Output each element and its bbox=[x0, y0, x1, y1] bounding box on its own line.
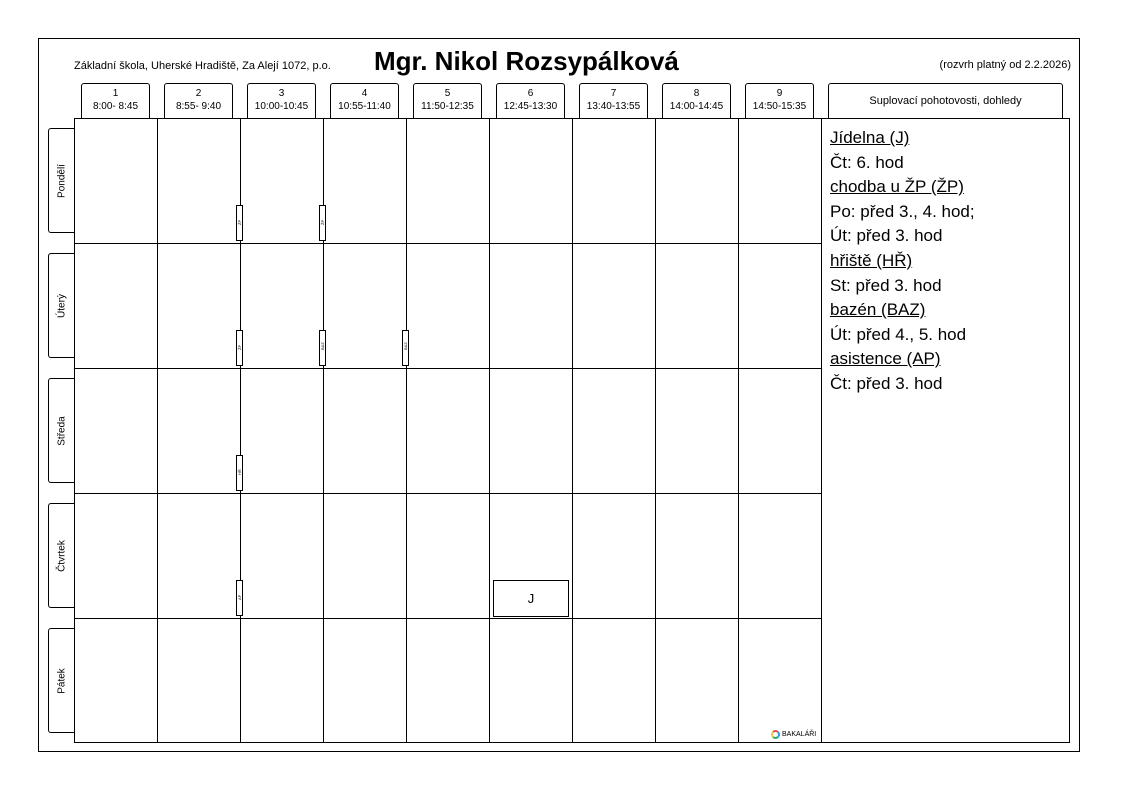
grid-divider bbox=[655, 118, 656, 743]
grid-divider bbox=[74, 243, 822, 244]
period-time: 10:00-10:45 bbox=[254, 101, 309, 112]
period-number: 3 bbox=[278, 88, 285, 99]
supervision-location: hřiště (HŘ) bbox=[830, 250, 913, 270]
grid-divider bbox=[157, 118, 158, 743]
period-time: 8:55- 9:40 bbox=[175, 101, 222, 112]
grid-divider bbox=[738, 118, 739, 743]
duty-marker-tue-before-3: ŽP bbox=[236, 330, 243, 366]
period-header-3 bbox=[247, 83, 316, 119]
period-number: 1 bbox=[112, 88, 119, 99]
supervision-time: Čt: 6. hod bbox=[830, 152, 904, 172]
logo-text: BAKALÁŘI bbox=[782, 731, 817, 738]
day-label: Čtvrtek bbox=[56, 539, 68, 572]
duty-marker-wed-before-3: HŘ bbox=[236, 455, 243, 491]
day-tab-friday bbox=[48, 628, 75, 733]
supervision-location: bazén (BAZ) bbox=[830, 300, 926, 320]
day-tab-monday bbox=[48, 128, 75, 233]
period-number: 7 bbox=[610, 88, 617, 99]
supervision-time: Út: před 4., 5. hod bbox=[830, 324, 967, 344]
period-time: 14:00-14:45 bbox=[669, 101, 724, 112]
supervision-location: chodba u ŽP (ŽP) bbox=[830, 177, 964, 197]
duty-marker-tue-before-5: BAZ bbox=[402, 330, 409, 366]
validity-date: (rozvrh platný od 2.2.2026) bbox=[939, 59, 1071, 71]
grid-divider bbox=[74, 368, 822, 369]
bakalari-logo-icon bbox=[771, 730, 780, 739]
period-header-2 bbox=[164, 83, 233, 119]
period-header-6 bbox=[496, 83, 565, 119]
duty-marker-thu-before-3: AP bbox=[236, 580, 243, 616]
duty-marker-mon-before-3: ŽP bbox=[236, 205, 243, 241]
supervision-location: Jídelna (J) bbox=[830, 128, 910, 147]
period-header-8 bbox=[662, 83, 731, 119]
period-header-7 bbox=[579, 83, 648, 119]
timetable-grid bbox=[74, 118, 822, 743]
duty-marker-tue-before-4: BAZ bbox=[319, 330, 326, 366]
period-number: 9 bbox=[776, 88, 783, 99]
supervision-location: asistence (AP) bbox=[830, 349, 941, 369]
school-name: Základní škola, Uherské Hradiště, Za Alejí 1072, p.o. bbox=[74, 60, 331, 72]
duty-marker-mon-before-4: ŽP bbox=[319, 205, 326, 241]
supervision-panel bbox=[821, 118, 1070, 743]
period-number: 5 bbox=[444, 88, 451, 99]
period-header-9 bbox=[745, 83, 814, 119]
period-number: 2 bbox=[195, 88, 202, 99]
period-header-5 bbox=[413, 83, 482, 119]
period-time: 12:45-13:30 bbox=[503, 101, 558, 112]
supervision-time: Čt: před 3. hod bbox=[830, 373, 943, 393]
period-header-1 bbox=[81, 83, 150, 119]
period-header-4 bbox=[330, 83, 399, 119]
period-time: 14:50-15:35 bbox=[752, 101, 807, 112]
grid-divider bbox=[406, 118, 407, 743]
period-number: 8 bbox=[693, 88, 700, 99]
supervision-time: St: před 3. hod bbox=[830, 275, 942, 295]
period-number: 6 bbox=[527, 88, 534, 99]
day-tab-thursday bbox=[48, 503, 75, 608]
grid-divider bbox=[489, 118, 490, 743]
period-time: 13:40-13:55 bbox=[586, 101, 641, 112]
bakalari-logo bbox=[771, 730, 816, 739]
day-tab-tuesday bbox=[48, 253, 75, 358]
duty-box-thu-6: J bbox=[493, 580, 569, 617]
grid-divider bbox=[572, 118, 573, 743]
supervision-time: Út: před 3. hod bbox=[830, 226, 943, 246]
day-tab-wednesday bbox=[48, 378, 75, 483]
day-label: Úterý bbox=[56, 293, 68, 318]
grid-divider bbox=[74, 618, 822, 619]
supervision-time: Po: před 3., 4. hod; bbox=[830, 201, 975, 221]
grid-divider bbox=[74, 493, 822, 494]
period-time: 10:55-11:40 bbox=[338, 101, 391, 112]
teacher-name: Mgr. Nikol Rozsypálková bbox=[374, 46, 679, 76]
day-label: Pátek bbox=[56, 667, 68, 694]
supervision-header: Suplovací pohotovosti, dohledy bbox=[828, 83, 1063, 119]
period-time: 11:50-12:35 bbox=[421, 101, 474, 112]
day-label: Středa bbox=[56, 415, 68, 446]
day-label: Pondělí bbox=[56, 163, 68, 198]
period-number: 4 bbox=[361, 88, 368, 99]
period-time: 8:00- 8:45 bbox=[92, 101, 139, 112]
